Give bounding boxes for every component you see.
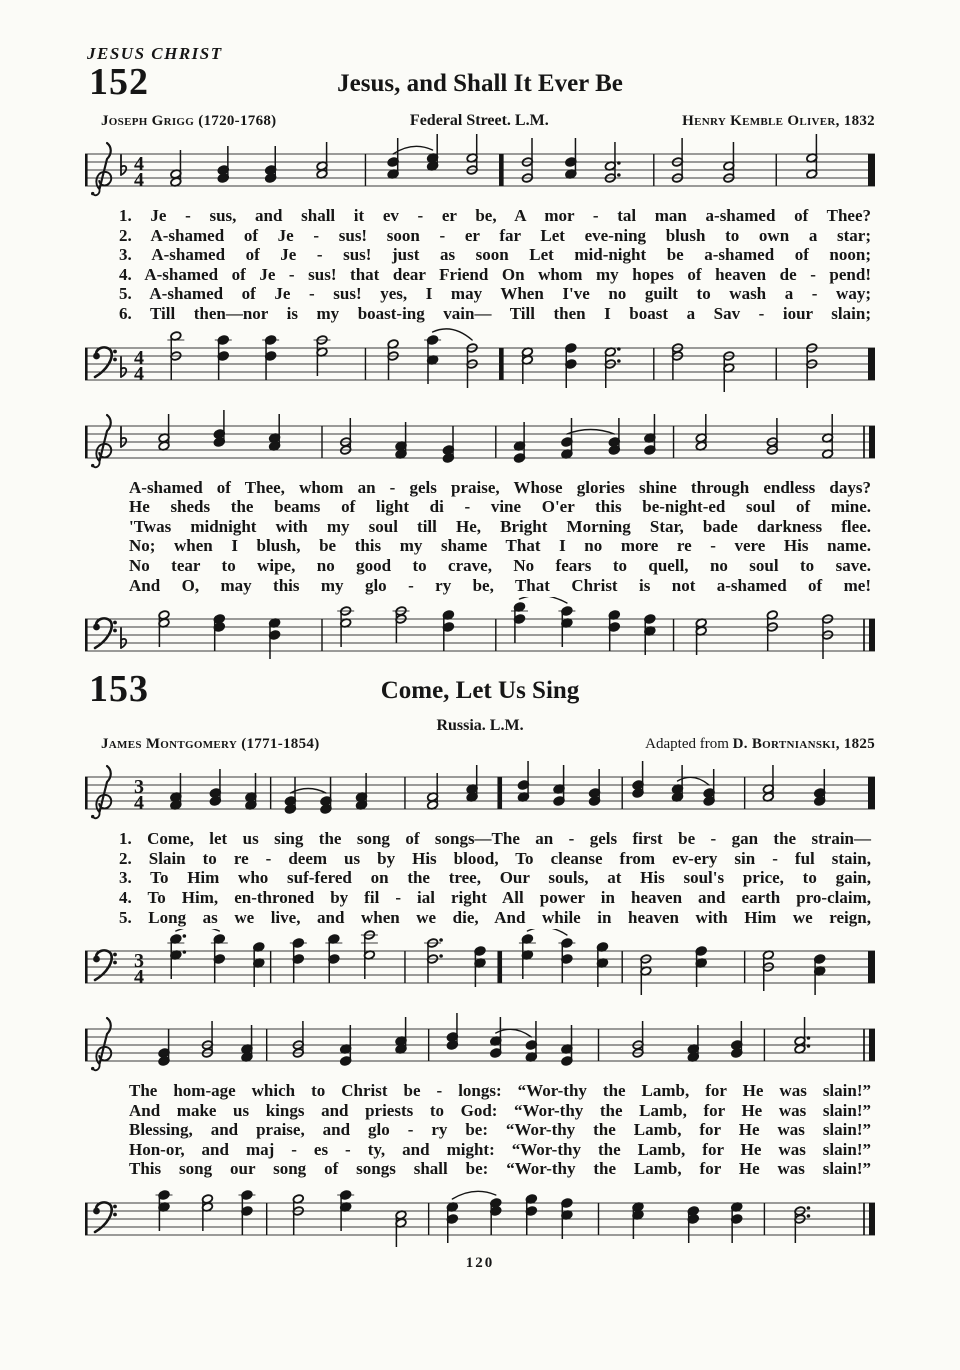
adapted-prefix: Adapted from <box>645 736 733 753</box>
lyric-line: 4. To Him, en-throned by fil - ial right All power in heaven and earth pro-claim, <box>119 887 871 907</box>
lyrics-152-verses <box>119 206 871 324</box>
staff-152-bass-2 <box>85 597 875 669</box>
lyric-line: 3. To Him who suf-fered on the tree, Our souls, at His soul's price, to gain, <box>119 868 871 888</box>
hymnal-page <box>85 0 875 1272</box>
tune-name: Federal Street. L.M. <box>409 112 549 129</box>
hymn-number: 153 <box>89 668 149 711</box>
hymn-title: Come, Let Us Sing <box>380 677 580 705</box>
attribution-row <box>101 736 875 753</box>
tune-name: Russia. L.M. <box>436 717 524 735</box>
svg-text:4: 4 <box>134 153 144 175</box>
composer-credit <box>645 736 875 753</box>
lyric-line: 3. A-shamed of Je - sus! just as soon Let mid-night be a-shamed of noon; <box>119 245 871 265</box>
lyric-line: And O, may this my glo - ry be, That Christ is not a-shamed of me! <box>129 575 871 595</box>
lyric-line: And make us kings and priests to God: “Wor-thy the Lamb, for He was slain!” <box>129 1100 871 1120</box>
staff-152-treble-2 <box>85 404 875 476</box>
lyric-line: This song our song of songs shall be: “Wor-thy the Lamb, for He was slain!” <box>129 1159 871 1179</box>
composer-credit: Henry Kemble Oliver, 1832 <box>682 113 875 129</box>
svg-text:4: 4 <box>134 169 144 191</box>
lyric-line: No tear to wipe, no good to crave, No fears to quell, no soul to save. <box>129 555 871 575</box>
author-credit: James Montgomery (1771-1854) <box>101 736 320 753</box>
svg-text:3: 3 <box>134 950 144 973</box>
lyrics-152-continued <box>129 478 871 596</box>
staff-153-treble-2 <box>85 1007 875 1079</box>
lyrics-153-refrain <box>129 1081 871 1179</box>
svg-text:4: 4 <box>134 346 144 369</box>
svg-text:4: 4 <box>134 966 144 989</box>
svg-text:4: 4 <box>134 362 144 385</box>
lyric-line: The hom-age which to Christ be - longs: “Wor-thy the Lamb, for He was slain!” <box>129 1081 871 1101</box>
lyric-line: 1. Come, let us sing the song of songs—The an - gels first be - gan the strain— <box>119 829 871 849</box>
lyric-line: 6. Till then—nor is my boast-ing vain— Till then I boast a Sav - iour slain; <box>119 303 871 323</box>
section-header: JESUS CHRIST <box>87 44 223 63</box>
lyric-line: Blessing, and praise, and glo - ry be: “Wor-thy the Lamb, for He was slain!” <box>129 1120 871 1140</box>
staff-153-bass-2 <box>85 1181 875 1253</box>
staff-152-treble-1 <box>85 132 875 204</box>
staff-153-treble-1 <box>85 755 875 827</box>
attribution-row <box>101 112 875 130</box>
page-number: 120 <box>465 1255 495 1272</box>
lyric-line: No; when I blush, be this my shame That I no more re - vere His name. <box>129 536 871 556</box>
lyric-line: 2. A-shamed of Je - sus! soon - er far Let eve-ning blush to own a star; <box>119 225 871 245</box>
staff-152-bass-1 <box>85 326 875 398</box>
lyric-line: 4. A-shamed of Je - sus! that dear Friend On whom my hopes of heaven de - pend! <box>119 264 871 284</box>
lyric-line: 1. Je - sus, and shall it ev - er be, A mor - tal man a-shamed of Thee? <box>119 206 871 225</box>
lyric-line: 'Twas midnight with my soul till He, Bright Morning Star, bade darkness flee. <box>129 516 871 536</box>
lyric-line: He sheds the beams of light di - vine O'er this be-night-ed soul of mine. <box>129 497 871 517</box>
lyrics-153-verses <box>119 829 871 927</box>
hymn-153-header <box>85 668 875 719</box>
lyric-line: 2. Slain to re - deem us by His blood, To cleanse from ev-ery sin - ful stain, <box>119 848 871 868</box>
lyric-line: Hon-or, and maj - es - ty, and might: “Wor-thy the Lamb, for He was slain!” <box>129 1139 871 1159</box>
staff-153-bass-1 <box>85 929 875 1001</box>
adapted-name: D. Bortnianski, 1825 <box>732 736 875 753</box>
author-credit: Joseph Grigg (1720-1768) <box>101 113 277 129</box>
lyric-line: A-shamed of Thee, whom an - gels praise, Whose glories shine through endless days? <box>129 477 871 497</box>
svg-text:4: 4 <box>134 792 144 815</box>
hymn-number: 152 <box>89 61 149 103</box>
lyric-line: 5. A-shamed of Je - sus! yes, I may When I've no guilt to wash a - way; <box>119 284 871 304</box>
hymn-title: Jesus, and Shall It Ever Be <box>337 70 623 97</box>
lyric-line: 5. Long as we live, and when we die, And while in heaven with Him we reign, <box>119 907 871 927</box>
hymn-153 <box>85 668 875 1253</box>
svg-text:3: 3 <box>134 776 144 799</box>
hymn-152 <box>85 61 875 669</box>
hymn-152-header <box>85 61 875 112</box>
